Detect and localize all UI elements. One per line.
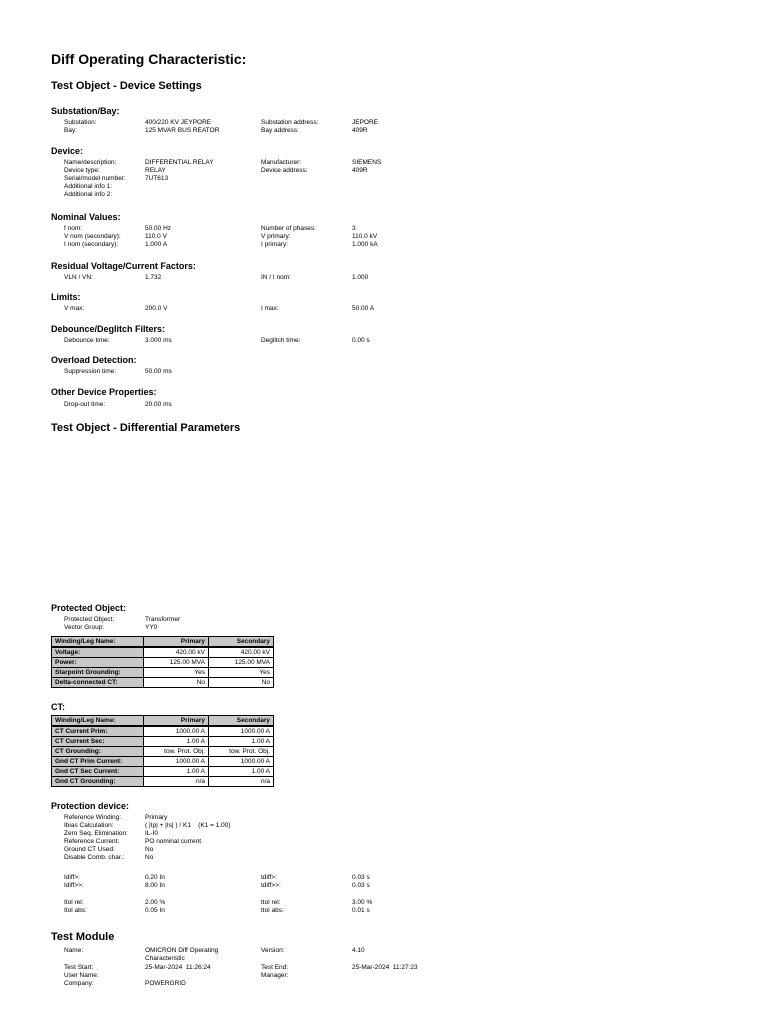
tdiff-label: tdiff>: bbox=[261, 874, 277, 881]
device-values-col2 bbox=[352, 159, 381, 175]
v-max-label: V max: bbox=[64, 305, 85, 312]
row-value-secondary: 1000.00 A bbox=[209, 726, 274, 737]
table-row bbox=[52, 658, 274, 668]
dropout-time-label: Drop-out time: bbox=[64, 401, 106, 408]
diff-labels-col1 bbox=[64, 874, 84, 890]
table-header-cell: Winding/Leg Name: bbox=[52, 637, 144, 648]
ttol-rel-value: 3.00 % bbox=[352, 899, 373, 906]
version-label: Version: bbox=[261, 947, 285, 954]
tol-values-col2 bbox=[352, 899, 372, 915]
device-values-col1 bbox=[145, 159, 214, 183]
overload-label bbox=[64, 368, 116, 376]
residual-value-col1 bbox=[145, 274, 161, 282]
version-value: 4.10 bbox=[352, 947, 365, 954]
protection-device-values bbox=[145, 814, 231, 862]
ground-ct-used-value: No bbox=[145, 846, 154, 853]
table-row bbox=[52, 747, 274, 757]
row-value-primary: No bbox=[144, 678, 209, 688]
ttol-rel-label: ttol rel: bbox=[261, 899, 281, 906]
vln-vn-label: VLN / VN: bbox=[64, 274, 93, 281]
test-start-value: 25-Mar-2024 11:26:24 bbox=[145, 964, 211, 971]
table-header-cell: Primary bbox=[144, 637, 209, 648]
substation-label: Substation: bbox=[64, 119, 97, 126]
v-primary-value: 110.0 kV bbox=[352, 233, 378, 240]
reference-winding-value: Primary bbox=[145, 814, 168, 821]
overload-heading: Overload Detection: bbox=[51, 355, 137, 365]
test-end-value: 25-Mar-2024 11:27:23 bbox=[352, 964, 418, 971]
device-address-value: 409R bbox=[352, 167, 368, 174]
ibias-calculation-label: Ibias Calculation: bbox=[64, 822, 114, 829]
substation-labels-col2 bbox=[261, 119, 318, 135]
i-nom-label: I nom (secondary): bbox=[64, 241, 119, 248]
nominal-values-col2 bbox=[352, 225, 378, 249]
substation-value: 400/220 KV JEYPORE bbox=[145, 119, 212, 126]
itol-abs-value: 0.05 In bbox=[145, 907, 165, 914]
protected-object-label: Protected Object: bbox=[64, 616, 115, 623]
bay-address-label: Bay address: bbox=[261, 127, 299, 134]
bay-address-value: 409R bbox=[352, 127, 368, 134]
idiff-value: 0.20 In bbox=[145, 874, 165, 881]
reference-current-value: PO nominal current bbox=[145, 838, 201, 845]
row-value-primary: 420.00 kV bbox=[144, 647, 209, 658]
residual-label-col2 bbox=[261, 274, 291, 282]
ttol-abs-value: 0.01 s bbox=[352, 907, 370, 914]
tdiff-value: 0.03 s bbox=[352, 874, 370, 881]
ct-table bbox=[51, 715, 274, 787]
f-nom-label: f nom: bbox=[64, 225, 83, 232]
other-value bbox=[145, 401, 172, 409]
row-label: CT Current Sec: bbox=[52, 737, 144, 747]
manufacturer-value: SIEMENS bbox=[352, 159, 382, 166]
disable-comb-char-value: No bbox=[145, 854, 154, 861]
residual-heading: Residual Voltage/Current Factors: bbox=[51, 261, 196, 271]
in-inom-label: IN / I nom: bbox=[261, 274, 291, 281]
i-max-label: I max: bbox=[261, 305, 279, 312]
row-value-primary: 1000.00 A bbox=[144, 726, 209, 737]
deglitch-time-value: 0.00 s bbox=[352, 337, 370, 344]
diff-values-col1 bbox=[145, 874, 165, 890]
row-label: Gnd CT Prim Current: bbox=[52, 757, 144, 767]
debounce-heading: Debounce/Deglitch Filters: bbox=[51, 324, 166, 334]
debounce-time-value: 3.000 ms bbox=[145, 337, 172, 344]
row-value-primary: n/a bbox=[144, 777, 209, 787]
substation-values-col2 bbox=[352, 119, 378, 135]
protected-object-heading: Protected Object: bbox=[51, 603, 127, 613]
reference-current-label: Reference Current: bbox=[64, 838, 120, 845]
vector-group-label: Vector Group: bbox=[64, 624, 105, 631]
row-label: Starpoint Grounding: bbox=[52, 668, 144, 678]
limits-value-col1 bbox=[145, 305, 167, 313]
zero-seq-elimination-value: IL-I0 bbox=[145, 830, 159, 837]
suppression-time-label: Suppression time: bbox=[64, 368, 117, 375]
ibias-calculation-value: ( |Ip| + |Is| ) / K1 (K1 = 1.00) bbox=[145, 822, 231, 829]
table-header-cell: Secondary bbox=[209, 637, 274, 648]
phases-value: 3 bbox=[352, 225, 356, 232]
debounce-label-col2 bbox=[261, 337, 300, 345]
row-label: CT Grounding: bbox=[52, 747, 144, 757]
device-address-label: Device address: bbox=[261, 167, 308, 174]
limits-label-col1 bbox=[64, 305, 84, 313]
protection-device-heading: Protection device: bbox=[51, 801, 130, 811]
company-label: Company: bbox=[64, 980, 94, 987]
device-type-value: RELAY bbox=[145, 167, 166, 174]
debounce-label-col1 bbox=[64, 337, 110, 345]
row-value-primary: 125.00 MVA bbox=[144, 658, 209, 668]
diff-values-col2 bbox=[352, 874, 370, 890]
row-value-secondary: 125.00 MVA bbox=[209, 658, 274, 668]
row-label: Voltage: bbox=[52, 647, 144, 658]
zero-seq-elimination-label: Zero Seq. Elimination: bbox=[64, 830, 128, 837]
row-value-primary: 1.00 A bbox=[144, 767, 209, 777]
row-label: Gnd CT Grounding: bbox=[52, 777, 144, 787]
residual-value-col2 bbox=[352, 274, 368, 282]
idiff-label: Idiff>: bbox=[64, 874, 80, 881]
nominal-labels-col1 bbox=[64, 225, 121, 249]
row-value-secondary: 1.00 A bbox=[209, 737, 274, 747]
debounce-value-col2 bbox=[352, 337, 370, 345]
test-module-name-label: Name: bbox=[64, 947, 84, 954]
other-label bbox=[64, 401, 105, 409]
manager-label: Manager: bbox=[261, 972, 289, 979]
row-label: Power: bbox=[52, 658, 144, 668]
bay-label: Bay: bbox=[64, 127, 78, 134]
row-label: Delta-connected CT: bbox=[52, 678, 144, 688]
v-nom-value: 110.0 V bbox=[145, 233, 167, 240]
vln-vn-value: 1.732 bbox=[145, 274, 162, 281]
row-value-secondary: No bbox=[209, 678, 274, 688]
v-nom-label: V nom (secondary): bbox=[64, 233, 121, 240]
serial-number-label: Serial/model number: bbox=[64, 175, 126, 182]
diff-labels-col2 bbox=[261, 874, 281, 890]
test-module-heading: Test Module bbox=[51, 931, 115, 943]
table-header-cell: Secondary bbox=[209, 716, 274, 727]
protected-object-labels bbox=[64, 616, 114, 632]
v-max-value: 200.0 V bbox=[145, 305, 168, 312]
device-settings-heading: Test Object - Device Settings bbox=[51, 80, 202, 92]
additional-info-2-label: Additional info 2: bbox=[64, 191, 113, 198]
itol-rel-label: Itol rel: bbox=[64, 899, 84, 906]
table-row bbox=[52, 757, 274, 767]
row-value-secondary: 1.00 A bbox=[209, 767, 274, 777]
disable-comb-char-label: Disable Comb. char.: bbox=[64, 854, 125, 861]
table-row bbox=[52, 678, 274, 688]
device-heading: Device: bbox=[51, 146, 84, 156]
nominal-values-col1 bbox=[145, 225, 171, 249]
protected-object-value: Transformer bbox=[145, 616, 181, 623]
substation-address-value: JEPORE bbox=[352, 119, 379, 126]
row-label: CT Current Prim: bbox=[52, 726, 144, 737]
table-header-row bbox=[52, 637, 274, 648]
phases-label: Number of phases: bbox=[261, 225, 316, 232]
limits-value-col2 bbox=[352, 305, 374, 313]
suppression-time-value: 50.00 ms bbox=[145, 368, 172, 375]
tol-values-col1 bbox=[145, 899, 165, 915]
dropout-time-value: 20.00 ms bbox=[145, 401, 172, 408]
bay-value: 125 MVAR BUS REATOR bbox=[145, 127, 220, 134]
i-max-value: 50.00 A bbox=[352, 305, 375, 312]
table-row bbox=[52, 777, 274, 787]
substation-values-col1 bbox=[145, 119, 219, 135]
tol-labels-col2 bbox=[261, 899, 284, 915]
reference-winding-label: Reference Winding: bbox=[64, 814, 122, 821]
row-value-secondary: n/a bbox=[209, 777, 274, 787]
test-start-label: Test Start: bbox=[64, 964, 94, 971]
row-value-primary: tow. Prot. Obj. bbox=[144, 747, 209, 757]
deglitch-time-label: Deglitch time: bbox=[261, 337, 301, 344]
test-end-label: Test End: bbox=[261, 964, 289, 971]
in-inom-value: 1.000 bbox=[352, 274, 369, 281]
itol-abs-label: Itol abs: bbox=[64, 907, 87, 914]
vector-group-value: YY0 bbox=[145, 624, 158, 631]
i-primary-label: I primary: bbox=[261, 241, 289, 248]
device-name-value: DIFFERENTIAL RELAY bbox=[145, 159, 214, 166]
diff-params-heading: Test Object - Differential Parameters bbox=[51, 422, 241, 434]
row-value-secondary: Yes bbox=[209, 668, 274, 678]
idiff-high-value: 8.00 In bbox=[145, 882, 165, 889]
table-row bbox=[52, 726, 274, 737]
table-row bbox=[52, 668, 274, 678]
table-row bbox=[52, 647, 274, 658]
overload-value bbox=[145, 368, 172, 376]
debounce-value-col1 bbox=[145, 337, 172, 345]
serial-number-value: 7UT613 bbox=[145, 175, 169, 182]
device-labels-col2 bbox=[261, 159, 308, 175]
protected-object-values bbox=[145, 616, 180, 632]
device-labels-col1 bbox=[64, 159, 126, 199]
limits-heading: Limits: bbox=[51, 292, 81, 302]
row-value-primary: Yes bbox=[144, 668, 209, 678]
table-header-row bbox=[52, 716, 274, 727]
idiff-high-label: Idiff>>: bbox=[64, 882, 84, 889]
f-nom-value: 50.00 Hz bbox=[145, 225, 172, 232]
protection-device-labels bbox=[64, 814, 128, 862]
ct-heading: CT: bbox=[51, 702, 65, 712]
i-nom-value: 1.000 A bbox=[145, 241, 168, 248]
table-row bbox=[52, 767, 274, 777]
row-label: Gnd CT Sec Current: bbox=[52, 767, 144, 777]
row-value-secondary: 1000.00 A bbox=[209, 757, 274, 767]
table-header-cell: Winding/Leg Name: bbox=[52, 716, 144, 727]
ttol-abs-label: ttol abs: bbox=[261, 907, 284, 914]
table-row bbox=[52, 737, 274, 747]
other-heading: Other Device Properties: bbox=[51, 387, 157, 397]
v-primary-label: V primary: bbox=[261, 233, 291, 240]
tdiff-high-label: tdiff>>: bbox=[261, 882, 281, 889]
tol-labels-col1 bbox=[64, 899, 87, 915]
test-module-name-value: OMICRON Diff Operating Characteristic bbox=[145, 947, 219, 962]
device-type-label: Device type: bbox=[64, 167, 100, 174]
table-header-cell: Primary bbox=[144, 716, 209, 727]
row-value-primary: 1.00 A bbox=[144, 737, 209, 747]
residual-row bbox=[64, 274, 93, 282]
company-value: POWERGRID bbox=[145, 980, 186, 987]
limits-label-col2 bbox=[261, 305, 279, 313]
manufacturer-label: Manufacturer: bbox=[261, 159, 302, 166]
ground-ct-used-label: Ground CT Used: bbox=[64, 846, 115, 853]
nominal-heading: Nominal Values: bbox=[51, 212, 121, 222]
additional-info-1-label: Additional info 1: bbox=[64, 183, 113, 190]
user-name-label: User Name: bbox=[64, 972, 99, 979]
protected-object-table bbox=[51, 636, 274, 688]
tdiff-high-value: 0.03 s bbox=[352, 882, 370, 889]
substation-labels-col1 bbox=[64, 119, 97, 135]
row-value-secondary: 420.00 kV bbox=[209, 647, 274, 658]
report-title: Diff Operating Characteristic: bbox=[51, 51, 247, 67]
itol-rel-value: 2.00 % bbox=[145, 899, 166, 906]
substation-heading: Substation/Bay: bbox=[51, 106, 120, 116]
i-primary-value: 1.000 kA bbox=[352, 241, 378, 248]
row-value-primary: 1000.00 A bbox=[144, 757, 209, 767]
debounce-time-label: Debounce time: bbox=[64, 337, 110, 344]
nominal-labels-col2 bbox=[261, 225, 316, 249]
device-name-label: Name/description: bbox=[64, 159, 117, 166]
row-value-secondary: tow. Prot. Obj. bbox=[209, 747, 274, 757]
substation-address-label: Substation address: bbox=[261, 119, 319, 126]
